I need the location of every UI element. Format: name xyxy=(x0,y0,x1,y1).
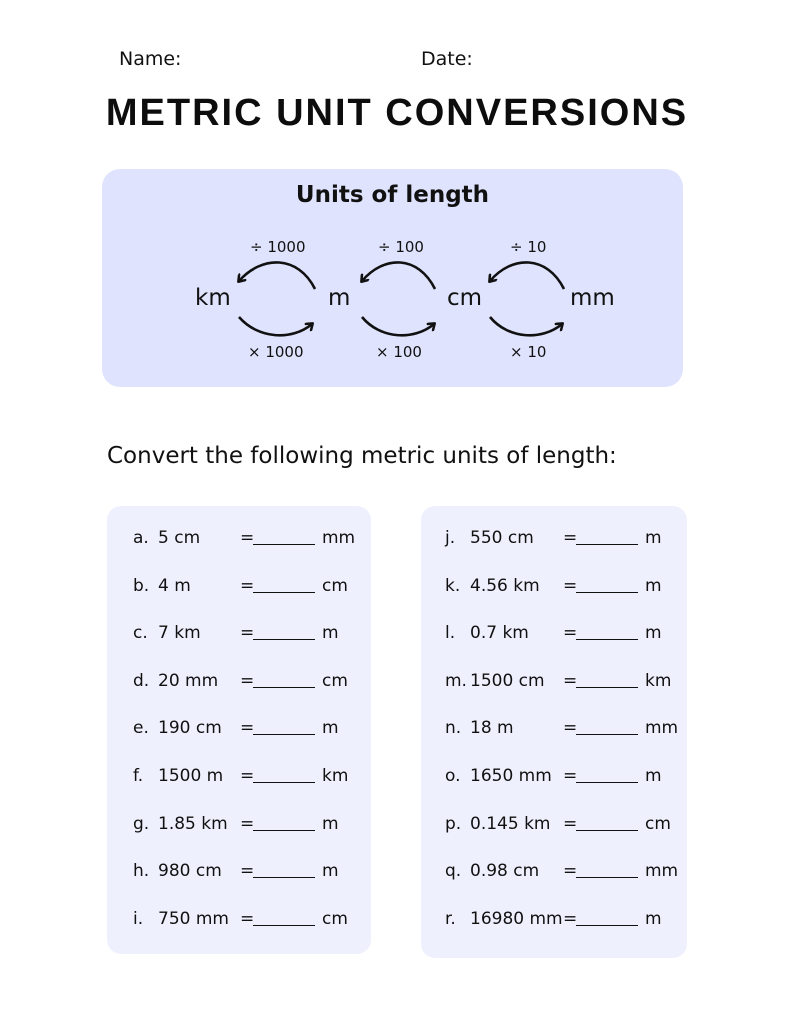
answer-blank[interactable] xyxy=(576,530,638,545)
problem-row xyxy=(107,576,371,598)
target-unit: cm xyxy=(645,813,671,834)
problem-letter: b. xyxy=(133,575,150,596)
target-unit: m xyxy=(645,528,662,548)
multiply-label-10: × 10 xyxy=(510,343,547,361)
arrow-multiply-km-to-m xyxy=(239,317,312,335)
answer-blank[interactable] xyxy=(576,625,638,640)
answer-blank[interactable] xyxy=(253,673,315,688)
answer-blank[interactable] xyxy=(253,768,315,783)
problem-value: 750 mm xyxy=(158,908,229,929)
arrow-multiply-cm-to-mm xyxy=(490,317,562,335)
problem-letter: d. xyxy=(133,670,150,691)
target-unit: m xyxy=(645,575,662,596)
answer-blank[interactable] xyxy=(576,720,638,735)
instructions: Convert the following metric units of length: xyxy=(107,443,617,469)
problem-row xyxy=(421,814,687,836)
problem-value: 18 m xyxy=(470,718,514,739)
equals-sign: = xyxy=(563,718,578,739)
problem-row xyxy=(421,671,687,693)
problem-value: 4 m xyxy=(158,575,191,596)
problem-row xyxy=(107,909,371,931)
problem-letter: h. xyxy=(133,861,150,882)
equals-sign: = xyxy=(240,861,255,882)
target-unit: mm xyxy=(322,528,356,548)
problem-value: 0.145 km xyxy=(470,813,551,834)
divide-label-10: ÷ 10 xyxy=(510,238,547,256)
problem-value: 0.98 cm xyxy=(470,861,540,882)
divide-label-1000: ÷ 1000 xyxy=(250,238,306,256)
problem-row xyxy=(421,861,687,883)
name-label: Name: xyxy=(119,48,182,70)
problem-letter: j. xyxy=(445,528,456,548)
answer-blank[interactable] xyxy=(253,530,315,545)
problems-right-column xyxy=(421,506,687,958)
problem-letter: r. xyxy=(445,908,456,929)
problem-letter: a. xyxy=(133,528,149,548)
equals-sign: = xyxy=(563,766,578,786)
unit-mm: mm xyxy=(570,285,615,311)
date-label: Date: xyxy=(421,48,473,70)
problem-value: 7 km xyxy=(158,623,201,644)
problem-letter: p. xyxy=(445,813,462,834)
answer-blank[interactable] xyxy=(253,578,315,593)
answer-blank[interactable] xyxy=(253,863,315,878)
answer-blank[interactable] xyxy=(576,673,638,688)
problem-letter: o. xyxy=(445,766,461,786)
equals-sign: = xyxy=(563,528,578,548)
target-unit: cm xyxy=(322,575,348,596)
target-unit: m xyxy=(322,861,339,882)
page-title: METRIC UNIT CONVERSIONS xyxy=(105,92,689,134)
answer-blank[interactable] xyxy=(576,911,638,926)
problem-row xyxy=(421,623,687,645)
equals-sign: = xyxy=(240,575,255,596)
answer-blank[interactable] xyxy=(253,720,315,735)
target-unit: m xyxy=(645,908,662,929)
equals-sign: = xyxy=(563,908,578,929)
problem-row xyxy=(107,718,371,740)
equals-sign: = xyxy=(240,670,255,691)
unit-km: km xyxy=(195,285,231,311)
units-panel-title: Units of length xyxy=(295,182,490,208)
problem-letter: g. xyxy=(133,813,150,834)
target-unit: cm xyxy=(322,908,348,929)
units-of-length-panel xyxy=(102,169,683,387)
multiply-label-100: × 100 xyxy=(376,343,422,361)
unit-m: m xyxy=(328,285,351,311)
problem-letter: k. xyxy=(445,575,461,596)
problem-value: 1500 cm xyxy=(470,670,545,691)
problem-row xyxy=(421,766,687,788)
target-unit: m xyxy=(645,766,662,786)
equals-sign: = xyxy=(240,813,255,834)
equals-sign: = xyxy=(563,861,578,882)
arrow-multiply-m-to-cm xyxy=(362,317,434,335)
problem-letter: e. xyxy=(133,718,149,739)
problem-value: 1650 mm xyxy=(470,766,552,786)
answer-blank[interactable] xyxy=(253,816,315,831)
problem-row xyxy=(107,861,371,883)
problem-value: 1.85 km xyxy=(158,813,228,834)
problem-value: 1500 m xyxy=(158,766,224,786)
problems-left-column xyxy=(107,506,371,954)
problem-value: 190 cm xyxy=(158,718,222,739)
problem-row xyxy=(421,576,687,598)
problem-value: 5 cm xyxy=(158,528,201,548)
multiply-label-1000: × 1000 xyxy=(248,343,304,361)
problem-letter: i. xyxy=(133,908,144,929)
equals-sign: = xyxy=(240,908,255,929)
target-unit: m xyxy=(322,718,339,739)
target-unit: m xyxy=(322,813,339,834)
problem-letter: l. xyxy=(445,623,456,644)
answer-blank[interactable] xyxy=(253,625,315,640)
target-unit: mm xyxy=(645,861,679,882)
arrow-divide-m-to-km xyxy=(239,262,315,289)
target-unit: km xyxy=(322,766,349,786)
problem-value: 16980 mm xyxy=(470,908,563,929)
answer-blank[interactable] xyxy=(253,911,315,926)
equals-sign: = xyxy=(563,670,578,691)
equals-sign: = xyxy=(240,623,255,644)
unit-cm: cm xyxy=(447,285,483,311)
answer-blank[interactable] xyxy=(576,863,638,878)
target-unit: km xyxy=(645,670,672,691)
problem-value: 550 cm xyxy=(470,528,534,548)
problem-row xyxy=(107,671,371,693)
equals-sign: = xyxy=(563,575,578,596)
problem-row xyxy=(107,528,371,550)
problem-row xyxy=(421,718,687,740)
problem-row xyxy=(421,909,687,931)
problem-row xyxy=(107,814,371,836)
divide-label-100: ÷ 100 xyxy=(378,238,424,256)
arrow-divide-cm-to-m xyxy=(362,262,435,289)
problem-row xyxy=(107,766,371,788)
problem-row xyxy=(107,623,371,645)
problem-letter: m. xyxy=(445,670,467,691)
equals-sign: = xyxy=(563,623,578,644)
target-unit: m xyxy=(322,623,339,644)
equals-sign: = xyxy=(240,528,255,548)
target-unit: cm xyxy=(322,670,348,691)
answer-blank[interactable] xyxy=(576,578,638,593)
problem-value: 20 mm xyxy=(158,670,219,691)
problem-letter: n. xyxy=(445,718,462,739)
equals-sign: = xyxy=(563,813,578,834)
answer-blank[interactable] xyxy=(576,816,638,831)
problem-letter: q. xyxy=(445,861,462,882)
answer-blank[interactable] xyxy=(576,768,638,783)
equals-sign: = xyxy=(240,718,255,739)
problem-value: 0.7 km xyxy=(470,623,529,644)
problem-letter: f. xyxy=(133,766,144,786)
equals-sign: = xyxy=(240,766,255,786)
target-unit: m xyxy=(645,623,662,644)
target-unit: mm xyxy=(645,718,679,739)
problem-value: 980 cm xyxy=(158,861,222,882)
problem-row xyxy=(421,528,687,550)
problem-value: 4.56 km xyxy=(470,575,540,596)
problem-letter: c. xyxy=(133,623,148,644)
arrow-divide-mm-to-cm xyxy=(490,262,564,289)
